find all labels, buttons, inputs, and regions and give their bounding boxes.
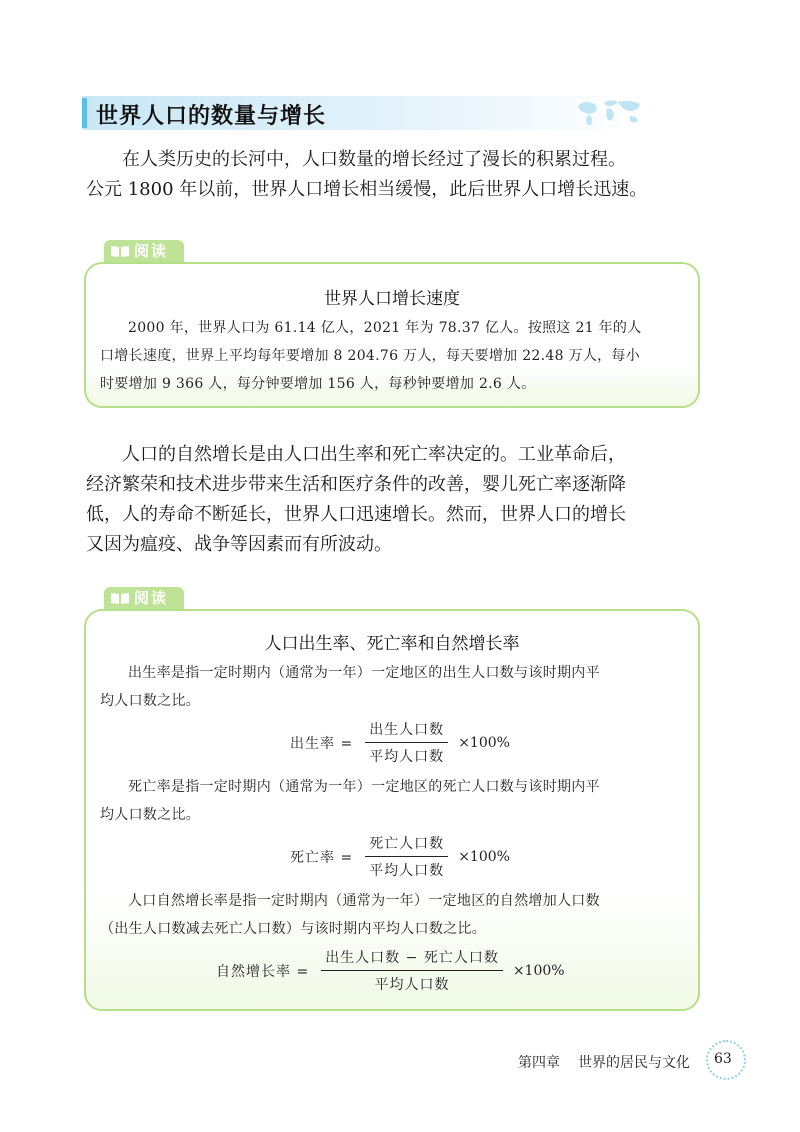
formula-multiplier: ×100% — [458, 848, 510, 865]
formula-denominator: 平均人口数 — [369, 749, 445, 765]
book-icon — [110, 591, 130, 605]
natural-growth-paragraph-line-2: 经济繁荣和技术进步带来生活和医疗条件的改善，婴儿死亡率逐渐降 — [86, 474, 626, 495]
reading-text-line-3: 时要增加 9 366 人，每分钟要增加 156 人，每秒钟要增加 2.6 人。 — [100, 376, 536, 392]
formula-multiplier: ×100% — [512, 962, 565, 979]
reading-box-title: 人口出生率、死亡率和自然增长率 — [264, 634, 520, 654]
formula-fraction — [365, 719, 448, 766]
death-rate-definition-line-1: 死亡率是指一定时期内（通常为一年）一定地区的死亡人口数与该时期内平 — [128, 779, 600, 795]
section-header-bar — [82, 98, 87, 128]
natural-growth-paragraph-line-3: 低，人的寿命不断延长，世界人口迅速增长。然而，世界人口的增长 — [86, 504, 626, 525]
formula-fraction — [365, 833, 448, 880]
reading-text-line-2: 口增长速度，世界上平均每年要增加 8 204.76 万人，每天要增加 22.48 万人，每小 — [100, 348, 641, 364]
formula-lhs: 出生率 = — [290, 735, 354, 752]
death-rate-formula — [290, 833, 510, 880]
birth-rate-formula — [290, 719, 510, 766]
section-title: 世界人口的数量与增长 — [96, 104, 327, 129]
formula-fraction — [321, 947, 503, 994]
reading-tab-label: 阅读 — [134, 242, 169, 260]
death-rate-definition-line-2: 均人口数之比。 — [100, 807, 201, 823]
formula-numerator: 出生人口数 — [365, 719, 448, 743]
formula-lhs: 死亡率 = — [290, 849, 354, 866]
reading-box-rates — [84, 609, 700, 1011]
formula-numerator: 死亡人口数 — [365, 833, 448, 857]
footer-chapter: 第四章 — [518, 1055, 560, 1071]
reading-tab-2 — [104, 587, 184, 609]
natural-growth-rate-definition-line-2: （出生人口数减去死亡人口数）与该时期内平均人口数之比。 — [100, 921, 487, 937]
natural-growth-paragraph-line-4: 又因为瘟疫、战争等因素而有所波动。 — [86, 534, 392, 555]
world-map-icon — [574, 96, 644, 130]
formula-denominator: 平均人口数 — [369, 863, 445, 879]
birth-rate-definition-line-1: 出生率是指一定时期内（通常为一年）一定地区的出生人口数与该时期内平 — [128, 665, 600, 681]
birth-rate-definition-line-2: 均人口数之比。 — [100, 693, 201, 709]
intro-paragraph-line-1: 在人类历史的长河中，人口数量的增长经过了漫长的积累过程。 — [122, 149, 626, 170]
natural-growth-rate-definition-line-1: 人口自然增长率是指一定时期内（通常为一年）一定地区的自然增加人口数 — [128, 893, 600, 909]
formula-lhs: 自然增长率 = — [216, 963, 310, 980]
natural-growth-paragraph-line-1: 人口的自然增长是由人口出生率和死亡率决定的。工业革命后， — [122, 444, 626, 465]
reading-box-population-growth — [84, 262, 700, 408]
natural-growth-rate-formula — [216, 947, 565, 994]
reading-tab-1 — [104, 240, 184, 262]
reading-text-line-1: 2000 年，世界人口为 61.14 亿人，2021 年为 78.37 亿人。按照这 21 年的人 — [128, 320, 642, 336]
page-number: 63 — [714, 1051, 732, 1067]
formula-denominator: 平均人口数 — [374, 977, 450, 993]
reading-box-title: 世界人口增长速度 — [324, 289, 460, 309]
formula-numerator: 出生人口数 − 死亡人口数 — [321, 947, 503, 971]
section-header — [82, 96, 642, 130]
book-icon — [110, 244, 130, 258]
formula-multiplier: ×100% — [458, 734, 510, 751]
intro-paragraph-line-2: 公元 1800 年以前，世界人口增长相当缓慢，此后世界人口增长迅速。 — [86, 179, 648, 200]
footer-chapter-title: 世界的居民与文化 — [578, 1055, 690, 1071]
reading-tab-label: 阅读 — [134, 589, 169, 607]
